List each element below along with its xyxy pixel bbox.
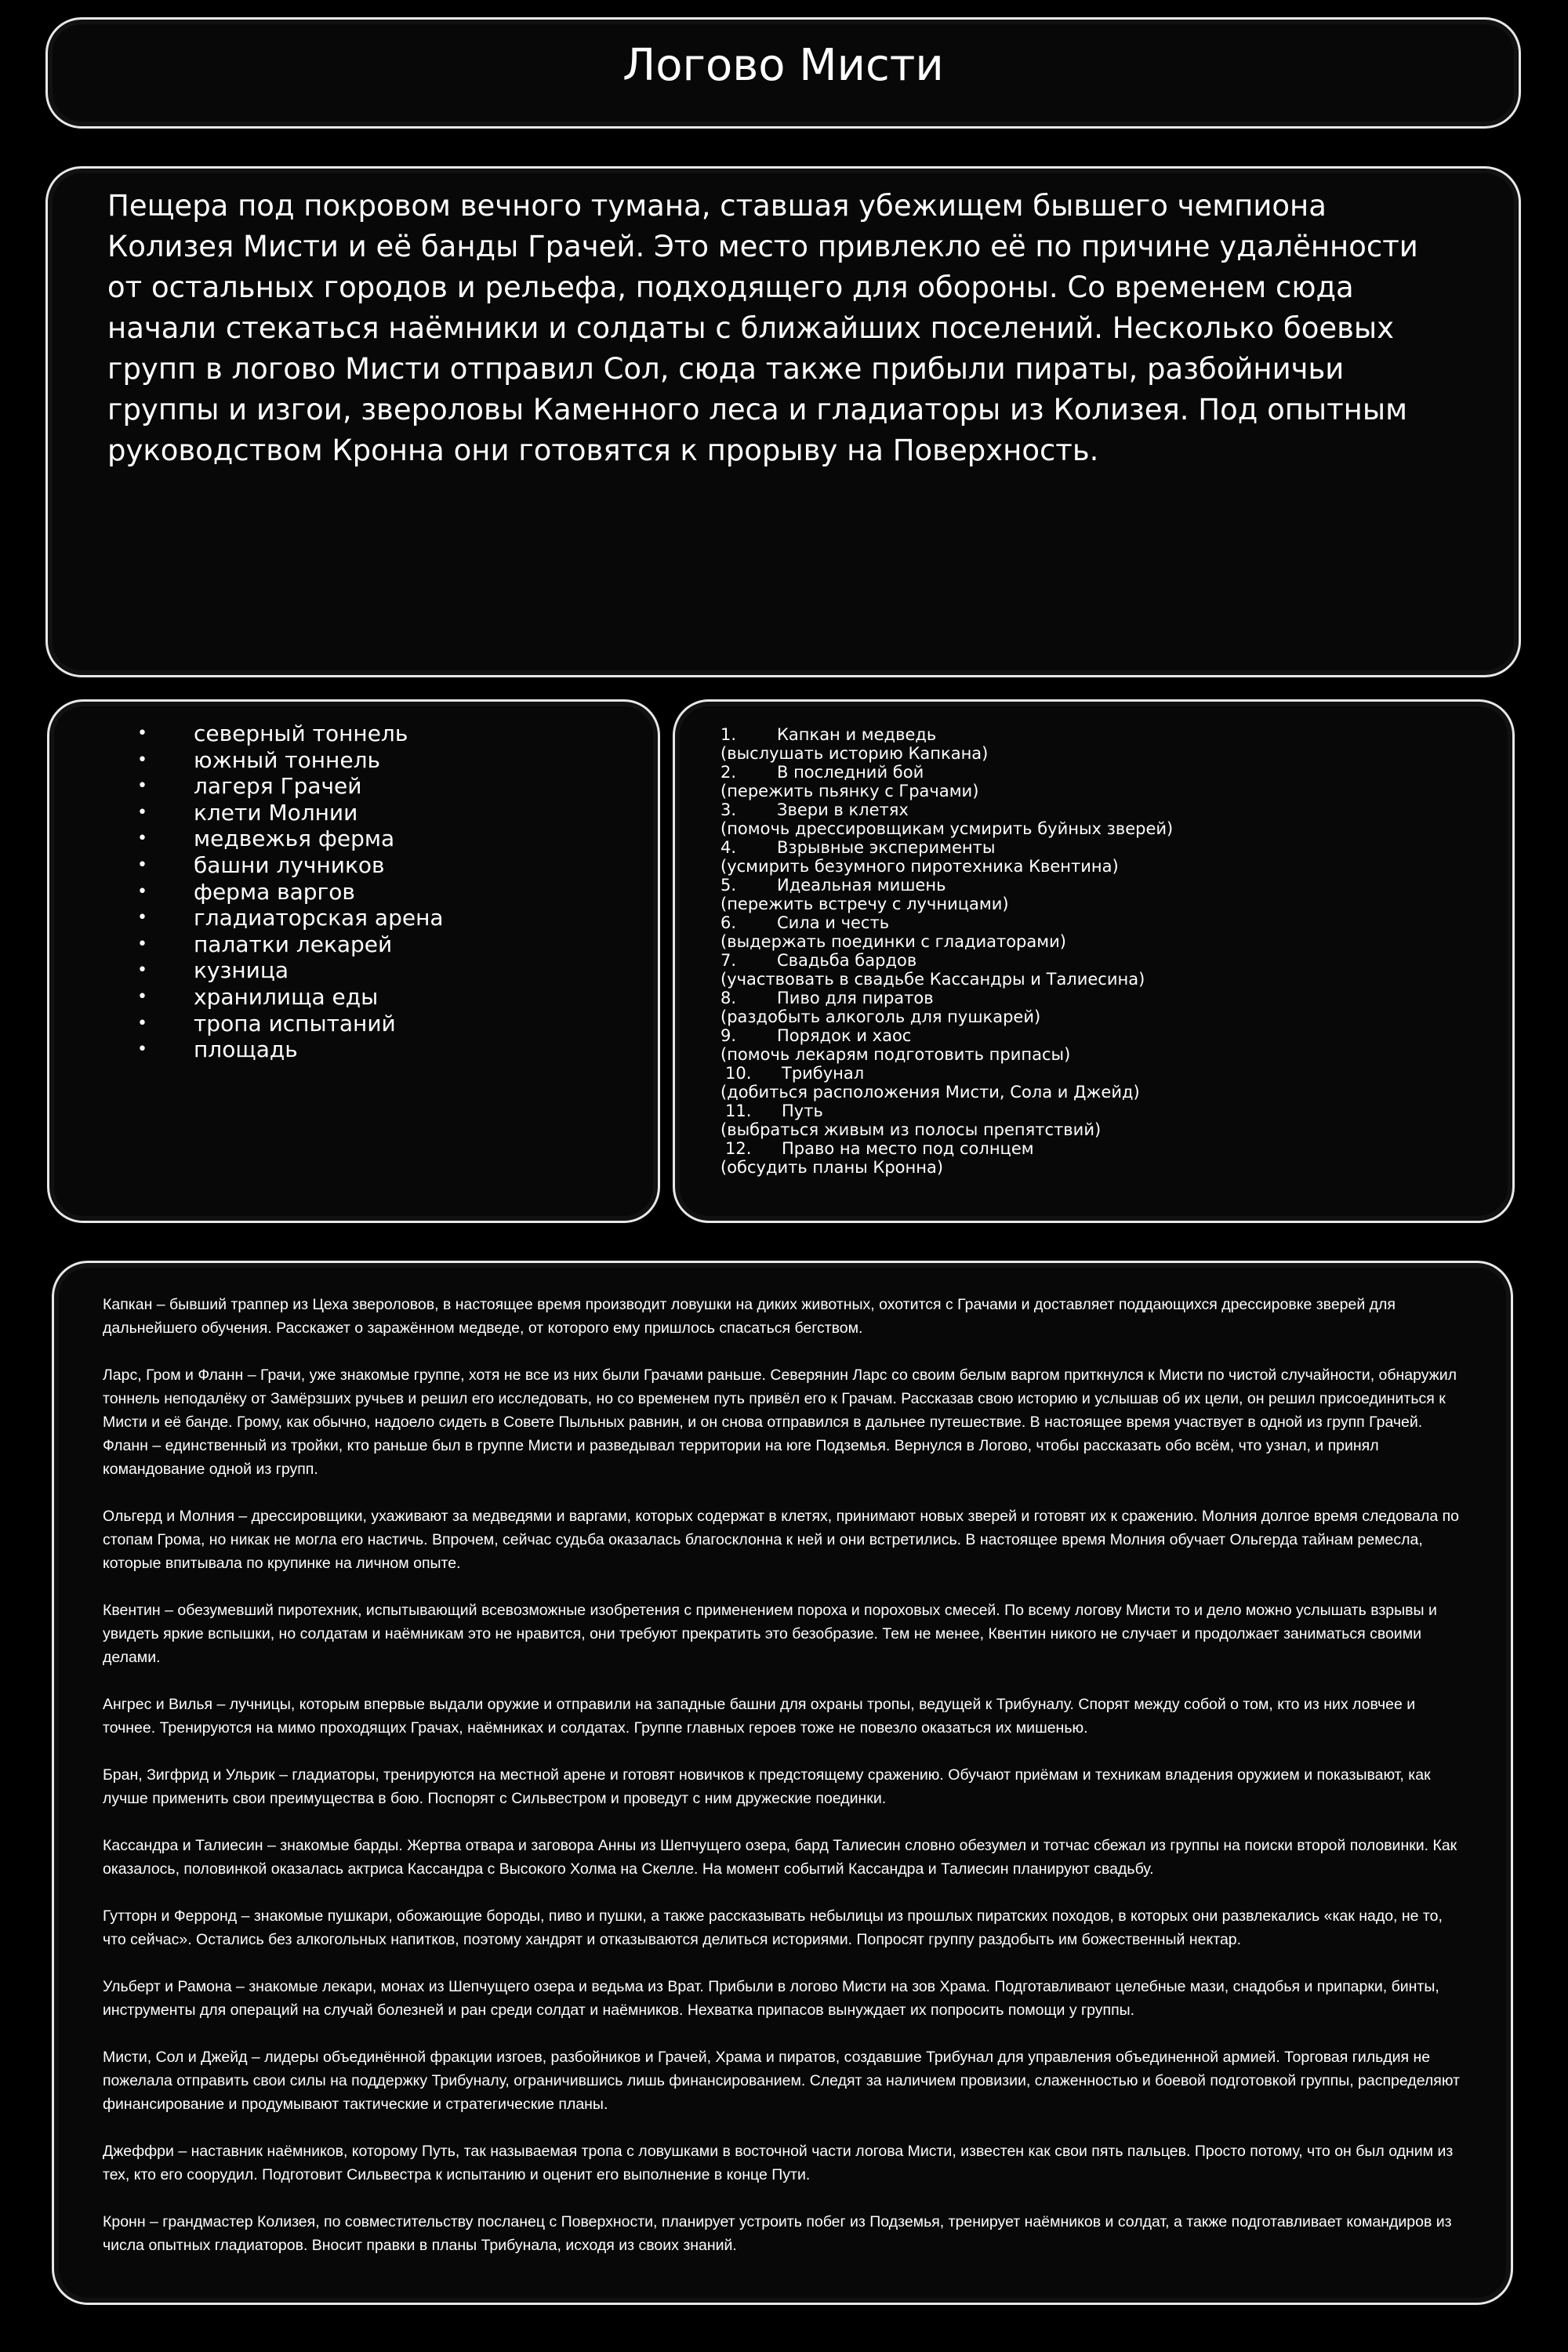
quest-description: (усмирить безумного пиротехника Квентина)	[720, 857, 1119, 876]
quest-number: 12.	[725, 1139, 752, 1158]
bullet-icon: •	[137, 776, 147, 797]
quest-title: Взрывные эксперименты	[777, 838, 996, 857]
location-item	[89, 826, 444, 852]
quest-item	[720, 763, 1173, 800]
quest-number: 4.	[720, 838, 737, 857]
quest-title-line	[720, 1064, 1173, 1083]
quest-title-line	[720, 913, 1173, 932]
quest-title-line	[720, 951, 1173, 970]
quest-title-line	[720, 838, 1173, 857]
location-label: южный тоннель	[194, 746, 380, 773]
location-label: гладиаторская арена	[194, 905, 444, 931]
character-paragraph: Мисти, Сол и Джейд – лидеры объединённой фракции изгоев, разбойников и Грачей, Храма и пиратов, создавшие Трибунал для управления объединенной армией. Торговая гильдия не пожелала отправить свои силы на поддержку Трибуналу, ограничившись лишь финансированием. Следят за наличием провизии, слаженностью и боевой подготовкой группы, распределяют финансирование и продумывают тактические и стратегические планы.	[103, 2049, 1460, 2113]
quest-title: Идеальная мишень	[777, 876, 946, 895]
location-item	[89, 747, 444, 774]
title-panel	[45, 17, 1521, 129]
location-label: клети Молнии	[194, 799, 358, 826]
quest-description: (выбраться живым из полосы препятствий)	[720, 1120, 1102, 1139]
location-label: палатки лекарей	[194, 931, 393, 957]
location-item	[89, 852, 444, 879]
characters-panel	[52, 1261, 1513, 2305]
quest-description: (пережить встречу с лучницами)	[720, 895, 1009, 913]
quest-item	[720, 1026, 1173, 1064]
location-item	[89, 773, 444, 800]
quest-description: (участвовать в свадьбе Кассандры и Талиесина)	[720, 970, 1145, 989]
quest-title: Путь	[782, 1102, 823, 1120]
quest-item	[720, 800, 1173, 838]
quest-item	[720, 951, 1173, 989]
quest-title-line	[720, 1026, 1173, 1045]
character-paragraph: Бран, Зигфрид и Ульрик – гладиаторы, тренируются на местной арене и готовят новичков к предстоящему сражению. Обучают приёмам и техникам владения оружием и показывают, как лучше применить свои преимущества в бою. Поспорят с Сильвестром и проведут с ним дружеские поединки.	[103, 1766, 1431, 1807]
bullet-icon: •	[137, 881, 147, 902]
character-paragraph: Кассандра и Талиесин – знакомые барды. Жертва отвара и заговора Анны из Шепчущего озера, бард Талиесин словно обезумел и тотчас сбежал из группы на поиски второй половинки. Как оказалось, половинкой оказалась актриса Кассандра с Высокого Холма на Скелле. На момент событий Кассандра и Талиесин планируют свадьбу.	[103, 1837, 1457, 1878]
location-label: хранилища еды	[194, 983, 379, 1010]
quest-title: Пиво для пиратов	[777, 989, 934, 1007]
bullet-icon: •	[137, 908, 147, 928]
bullet-icon: •	[137, 960, 147, 981]
location-item	[89, 1036, 444, 1063]
locations-list	[89, 720, 444, 1063]
intro-text: Пещера под покровом вечного тумана, ставшая убежищем бывшего чемпиона Колизея Мисти и её банды Грачей. Это место привлекло её по причине удалённости от остальных городов и рельефа, подходящего для обороны. Со временем сюда начали стекаться наёмники и солдаты с ближайших поселений. Несколько боевых групп в логово Мисти отправил Сол, сюда также прибыли пираты, разбойничьи группы и изгои, звероловы Каменного леса и гладиаторы из Колизея. Под опытным руководством Кронна они готовятся к прорыву на Поверхность.	[107, 189, 1418, 467]
quest-item	[720, 1139, 1173, 1177]
character-paragraph: Ларс, Гром и Фланн – Грачи, уже знакомые группе, хотя не все из них были Грачами раньше. Северянин Ларс со своим белым варгом приткнулся к Мисти по чистой случайности, обнаружил тоннель неподалёку от Замёрзших ручьев и решил его исследовать, но со временем путь привёл его к Грачам. Рассказав свою историю и услышав об их цели, он решил присоединиться к Мисти и её банде. Грому, как обычно, надоело сидеть в Совете Пыльных равнин, и он снова отправился в дальнее путешествие. В настоящее время участвует в одной из групп Грачей. Фланн – единственный из тройки, кто раньше был в группе Мисти и разведывал территории на юге Подземья. Вернулся в Логово, чтобы рассказать обо всём, что узнал, и принял командование одной из групп.	[103, 1367, 1457, 1478]
bullet-icon: •	[137, 724, 147, 743]
quest-title-line	[720, 989, 1173, 1007]
quest-item	[720, 725, 1173, 763]
quest-number: 10.	[725, 1064, 752, 1083]
quest-title: Сила и честь	[777, 913, 890, 932]
location-label: площадь	[194, 1036, 298, 1063]
quests-list	[720, 725, 1173, 1177]
quest-number: 6.	[720, 913, 737, 932]
quest-title: Свадьба бардов	[777, 951, 917, 970]
bullet-icon: •	[137, 1013, 147, 1033]
quest-title: В последний бой	[777, 763, 924, 782]
quest-number: 3.	[720, 800, 737, 819]
quest-item	[720, 1064, 1173, 1102]
quest-item	[720, 1102, 1173, 1139]
quest-number: 11.	[725, 1102, 752, 1120]
quest-title-line	[720, 763, 1173, 782]
character-paragraph: Джеффри – наставник наёмников, которому Путь, так называемая тропа с ловушками в восточной части логова Мисти, известен как свои пять пальцев. Просто потому, что он был одним из тех, кто его соорудил. Подготовит Сильвестра к испытанию и оценит его выполнение в конце Пути.	[103, 2143, 1454, 2183]
location-label: тропа испытаний	[194, 1010, 396, 1036]
location-item	[89, 1011, 444, 1037]
quest-description: (раздобыть алкоголь для пушкарей)	[720, 1007, 1041, 1026]
page-title: Логово Мисти	[622, 40, 944, 91]
quest-description: (помочь лекарям подготовить припасы)	[720, 1045, 1071, 1064]
location-item	[89, 800, 444, 826]
quest-item	[720, 876, 1173, 913]
bullet-icon: •	[137, 829, 147, 849]
locations-panel	[47, 699, 660, 1223]
quest-number: 1.	[720, 725, 737, 744]
quest-number: 7.	[720, 951, 737, 970]
location-item	[89, 957, 444, 984]
location-label: кузница	[194, 957, 289, 984]
bullet-icon: •	[137, 802, 147, 822]
bullet-icon: •	[137, 1040, 147, 1060]
quest-description: (выслушать историю Капкана)	[720, 744, 989, 763]
bullet-icon: •	[137, 934, 147, 954]
location-label: медвежья ферма	[194, 826, 395, 852]
quest-title-line	[720, 1102, 1173, 1120]
location-item	[89, 984, 444, 1011]
quest-description: (помочь дрессировщикам усмирить буйных зверей)	[720, 819, 1174, 838]
quest-title-line	[720, 800, 1173, 819]
intro-panel	[45, 166, 1521, 677]
character-paragraph: Ольгерд и Молния – дрессировщики, ухаживают за медведями и варгами, которых содержат в клетях, принимают новых зверей и готовят их к сражению. Молния долгое время следовала по стопам Грома, но никак не могла его настичь. Впрочем, сейчас судьба оказалась благосклонна к ней и они встретились. В настоящее время Молния обучает Ольгерда тайнам ремесла, которые впитывала по крупинке на личном опыте.	[103, 1508, 1459, 1572]
location-label: ферма варгов	[194, 878, 355, 905]
quest-item	[720, 838, 1173, 876]
quest-description: (обсудить планы Кронна)	[720, 1158, 944, 1177]
location-label: башни лучников	[194, 851, 385, 878]
bullet-icon: •	[137, 750, 147, 770]
quest-title-line	[720, 725, 1173, 744]
quest-title-line	[720, 876, 1173, 895]
quest-title: Порядок и хаос	[777, 1026, 912, 1045]
quest-title: Трибунал	[782, 1064, 865, 1083]
quest-title: Право на место под солнцем	[782, 1139, 1034, 1158]
location-item	[89, 879, 444, 906]
quest-title: Капкан и медведь	[777, 725, 937, 744]
quest-number: 8.	[720, 989, 737, 1007]
character-paragraph: Гутторн и Ферронд – знакомые пушкари, обожающие бороды, пиво и пушки, а также рассказывать небылицы из прошлых пиратских походов, в которых они развлекались «как надо, не то, что сейчас». Остались без алкогольных напитков, поэтому хандрят и отказываются делиться историями. Попросят группу раздобыть им божественный нектар.	[103, 1907, 1443, 1948]
character-paragraph: Ангрес и Вилья – лучницы, которым впервые выдали оружие и отправили на западные башни для охраны тропы, ведущей к Трибуналу. Спорят между собой о том, кто из них ловчее и точнее. Тренируются на мимо проходящих Грачах, наёмниках и солдатах. Группе главных героев тоже не повезло оказаться их мишенью.	[103, 1696, 1416, 1737]
quests-panel	[673, 699, 1515, 1223]
bullet-icon: •	[137, 986, 147, 1007]
character-paragraph: Капкан – бывший траппер из Цеха звероловов, в настоящее время производит ловушки на диких животных, охотится с Грачами и доставляет поддающихся дрессировке зверей для дальнейшего обучения. Расскажет о заражённом медведе, от которого ему пришлось спасаться бегством.	[103, 1296, 1396, 1337]
character-paragraph: Квентин – обезумевший пиротехник, испытывающий всевозможные изобретения с применением пороха и пороховых смесей. По всему логову Мисти то и дело можно услышать взрывы и увидеть яркие вспышки, но солдатам и наёмникам это не нравится, они требуют прекратить это безобразие. Тем не менее, Квентин никого не случает и продолжает заниматься своими делами.	[103, 1602, 1437, 1666]
character-paragraph: Кронн – грандмастер Колизея, по совместительству посланец с Поверхности, планирует устроить побег из Подземья, тренирует наёмников и солдат, а также подготавливает командиров из числа опытных гладиаторов. Вносит правки в планы Трибунала, исходя из своих знаний.	[103, 2213, 1452, 2254]
location-item	[89, 905, 444, 931]
quest-number: 5.	[720, 876, 737, 895]
location-label: лагеря Грачей	[194, 773, 362, 800]
quest-number: 9.	[720, 1026, 737, 1045]
quest-title: Звери в клетях	[777, 800, 909, 819]
quest-item	[720, 913, 1173, 951]
location-item	[89, 720, 444, 747]
bullet-icon: •	[137, 855, 147, 875]
character-paragraph: Ульберт и Рамона – знакомые лекари, монах из Шепчущего озера и ведьма из Врат. Прибыли в логово Мисти на зов Храма. Подготавливают целебные мази, снадобья и припарки, бинты, инструменты для операций на случай болезней и ран среди солдат и наёмников. Нехватка припасов вынуждает их попросить помощи у группы.	[103, 1978, 1439, 2019]
quest-number: 2.	[720, 763, 737, 782]
characters-list	[103, 1293, 1467, 2281]
quest-description: (добиться расположения Мисти, Сола и Джейд)	[720, 1083, 1140, 1102]
location-label: северный тоннель	[194, 720, 408, 746]
quest-description: (выдержать поединки с гладиаторами)	[720, 932, 1066, 951]
quest-description: (пережить пьянку с Грачами)	[720, 782, 979, 800]
quest-title-line	[720, 1139, 1173, 1158]
location-item	[89, 931, 444, 958]
quest-item	[720, 989, 1173, 1026]
